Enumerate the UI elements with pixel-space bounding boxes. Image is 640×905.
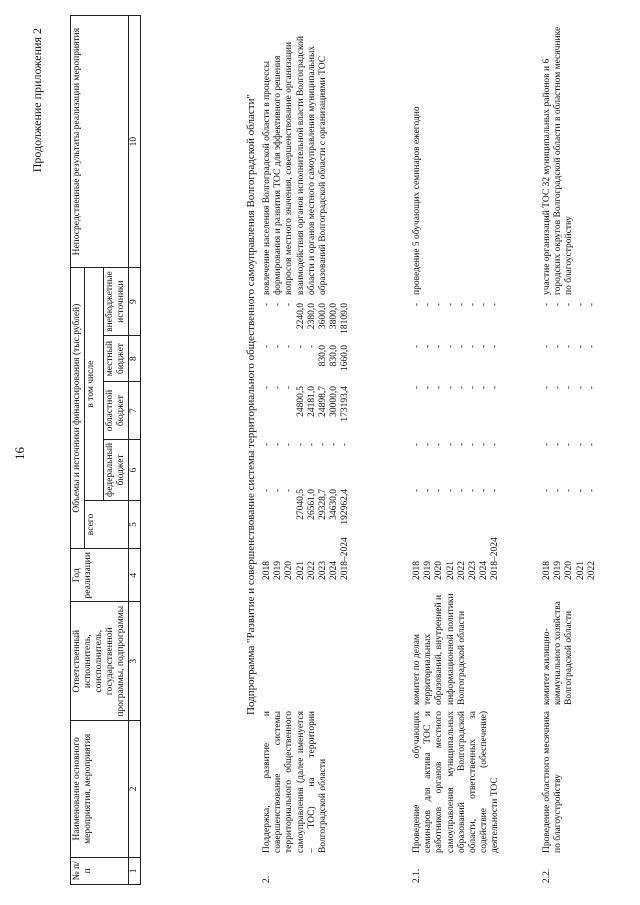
header-year: Год реализации: [71, 549, 129, 602]
table-row: [542, 15, 622, 885]
row-name: Поддержка, развитие и совершенствование системы территориального общественного самоуправления (далее именуется – ТОС) на территории Волгоградской области: [262, 711, 329, 853]
row-fed: - - - - -: [542, 443, 597, 447]
table-row: [262, 15, 412, 885]
row-fed: - - - - - - - -: [412, 443, 501, 447]
row-result: участие организаций ТОС 32 муниципальных районов и 6 городских округов Волгоградской области в областном месячнике по благоустройству: [542, 26, 575, 295]
colnum: 2: [128, 721, 140, 858]
row-total: - - - - -: [542, 489, 597, 493]
table-row: [412, 15, 542, 885]
row-resp: комитет жилищно-коммунального хозяйства Волгоградской области: [542, 601, 575, 705]
row-result: вовлечение населения Волгоградской области в процессы формирования и развития ТОС для эффективного решения вопросов местного значения, совершенствование организации взаимодействия органов исполнительной власти Волгоградской области и органов местного самоуправления муниципальных образований Волгоградской области с организациями ТОС: [262, 36, 329, 295]
row-loc: - - - - - 830,0 830,0 1660,0: [262, 345, 351, 372]
colnum: 1: [128, 857, 140, 884]
row-name: Проведение обучающих семинаров для актива ТОС и работников органов местного самоуправления муниципальных образований Волгоградской области, ответственных за содействие (обеспечение) деятельности ТОС: [412, 711, 501, 853]
data-rows: [262, 15, 622, 885]
subprogram-title: Подпрограмма "Развитие и совершенствование системы территориального общественного самоуправления Волгоградской области": [245, 94, 257, 715]
colnum: 6: [128, 439, 140, 500]
colnum: 4: [128, 549, 140, 602]
header-no: № п/п: [71, 857, 129, 884]
header-incl: в том числе: [84, 268, 103, 501]
row-reg: - - - 24800,5 24181,0 24898,7 30000,0 173193,4: [262, 386, 351, 422]
row-reg: - - - - - - - -: [412, 386, 501, 390]
row-reg: - - - - -: [542, 386, 597, 390]
header-ext: внебюджетные источники: [103, 268, 128, 336]
colnum: 9: [128, 268, 140, 336]
continuation-label: Продолжение приложения 2: [30, 28, 44, 173]
row-loc: - - - - -: [542, 345, 597, 349]
row-ext: - - - - - - - -: [412, 303, 501, 307]
row-name: Проведение областного месячника по благоустройству: [542, 711, 564, 853]
page-number: 16: [12, 447, 27, 460]
header-total: всего: [84, 500, 128, 548]
column-numbers: [128, 16, 140, 885]
header-name: Наименование основного мероприятия, мероприятия: [71, 721, 129, 858]
colnum: 3: [128, 602, 140, 721]
row-fed: - - - - - - - -: [262, 443, 351, 447]
header-fed: федеральный бюджет: [103, 439, 128, 500]
header-funding: Объемы и источники финансирования (тыс.рублей): [71, 268, 85, 549]
row-result: проведение 5 обучающих семинаров ежегодно: [412, 106, 422, 295]
row-total: - - - 27040,5 26561,0 29328,7 34630,0 192962,4: [262, 489, 351, 525]
row-no: 2.1.: [412, 868, 422, 883]
header-resp: Ответственный исполнитель, соисполнитель, государственной программы, подпрограммы: [71, 602, 129, 721]
row-ext: - - - 2240,0 2380,0 3600,0 3800,0 18109,0: [262, 303, 351, 334]
row-years: 2018 2019 2020 2021 2022 2023 2024 2018–2024: [412, 537, 501, 580]
colnum: 8: [128, 335, 140, 381]
header-reg: областной бюджет: [103, 382, 128, 440]
row-resp: комитет по делам территориальных образований, внутренней и информационной политики Волгоградской области: [412, 593, 467, 705]
row-total: - - - - - - - -: [412, 489, 501, 493]
row-years: 2018 2019 2020 2021 2022: [542, 561, 597, 580]
row-ext: - - - - -: [542, 303, 597, 307]
row-no: 2.: [262, 875, 272, 883]
row-years: 2018 2019 2020 2021 2022 2023 2024 2018–2024: [262, 537, 351, 580]
colnum: 5: [128, 500, 140, 548]
row-no: 2.2.: [542, 868, 552, 883]
colnum: 10: [128, 16, 140, 268]
header-result: Непосредственные результаты реализации мероприятия: [71, 16, 129, 268]
row-loc: - - - - - - - -: [412, 345, 501, 349]
colnum: 7: [128, 382, 140, 440]
header-table: [70, 15, 141, 885]
header-loc: местный бюджет: [103, 335, 128, 381]
